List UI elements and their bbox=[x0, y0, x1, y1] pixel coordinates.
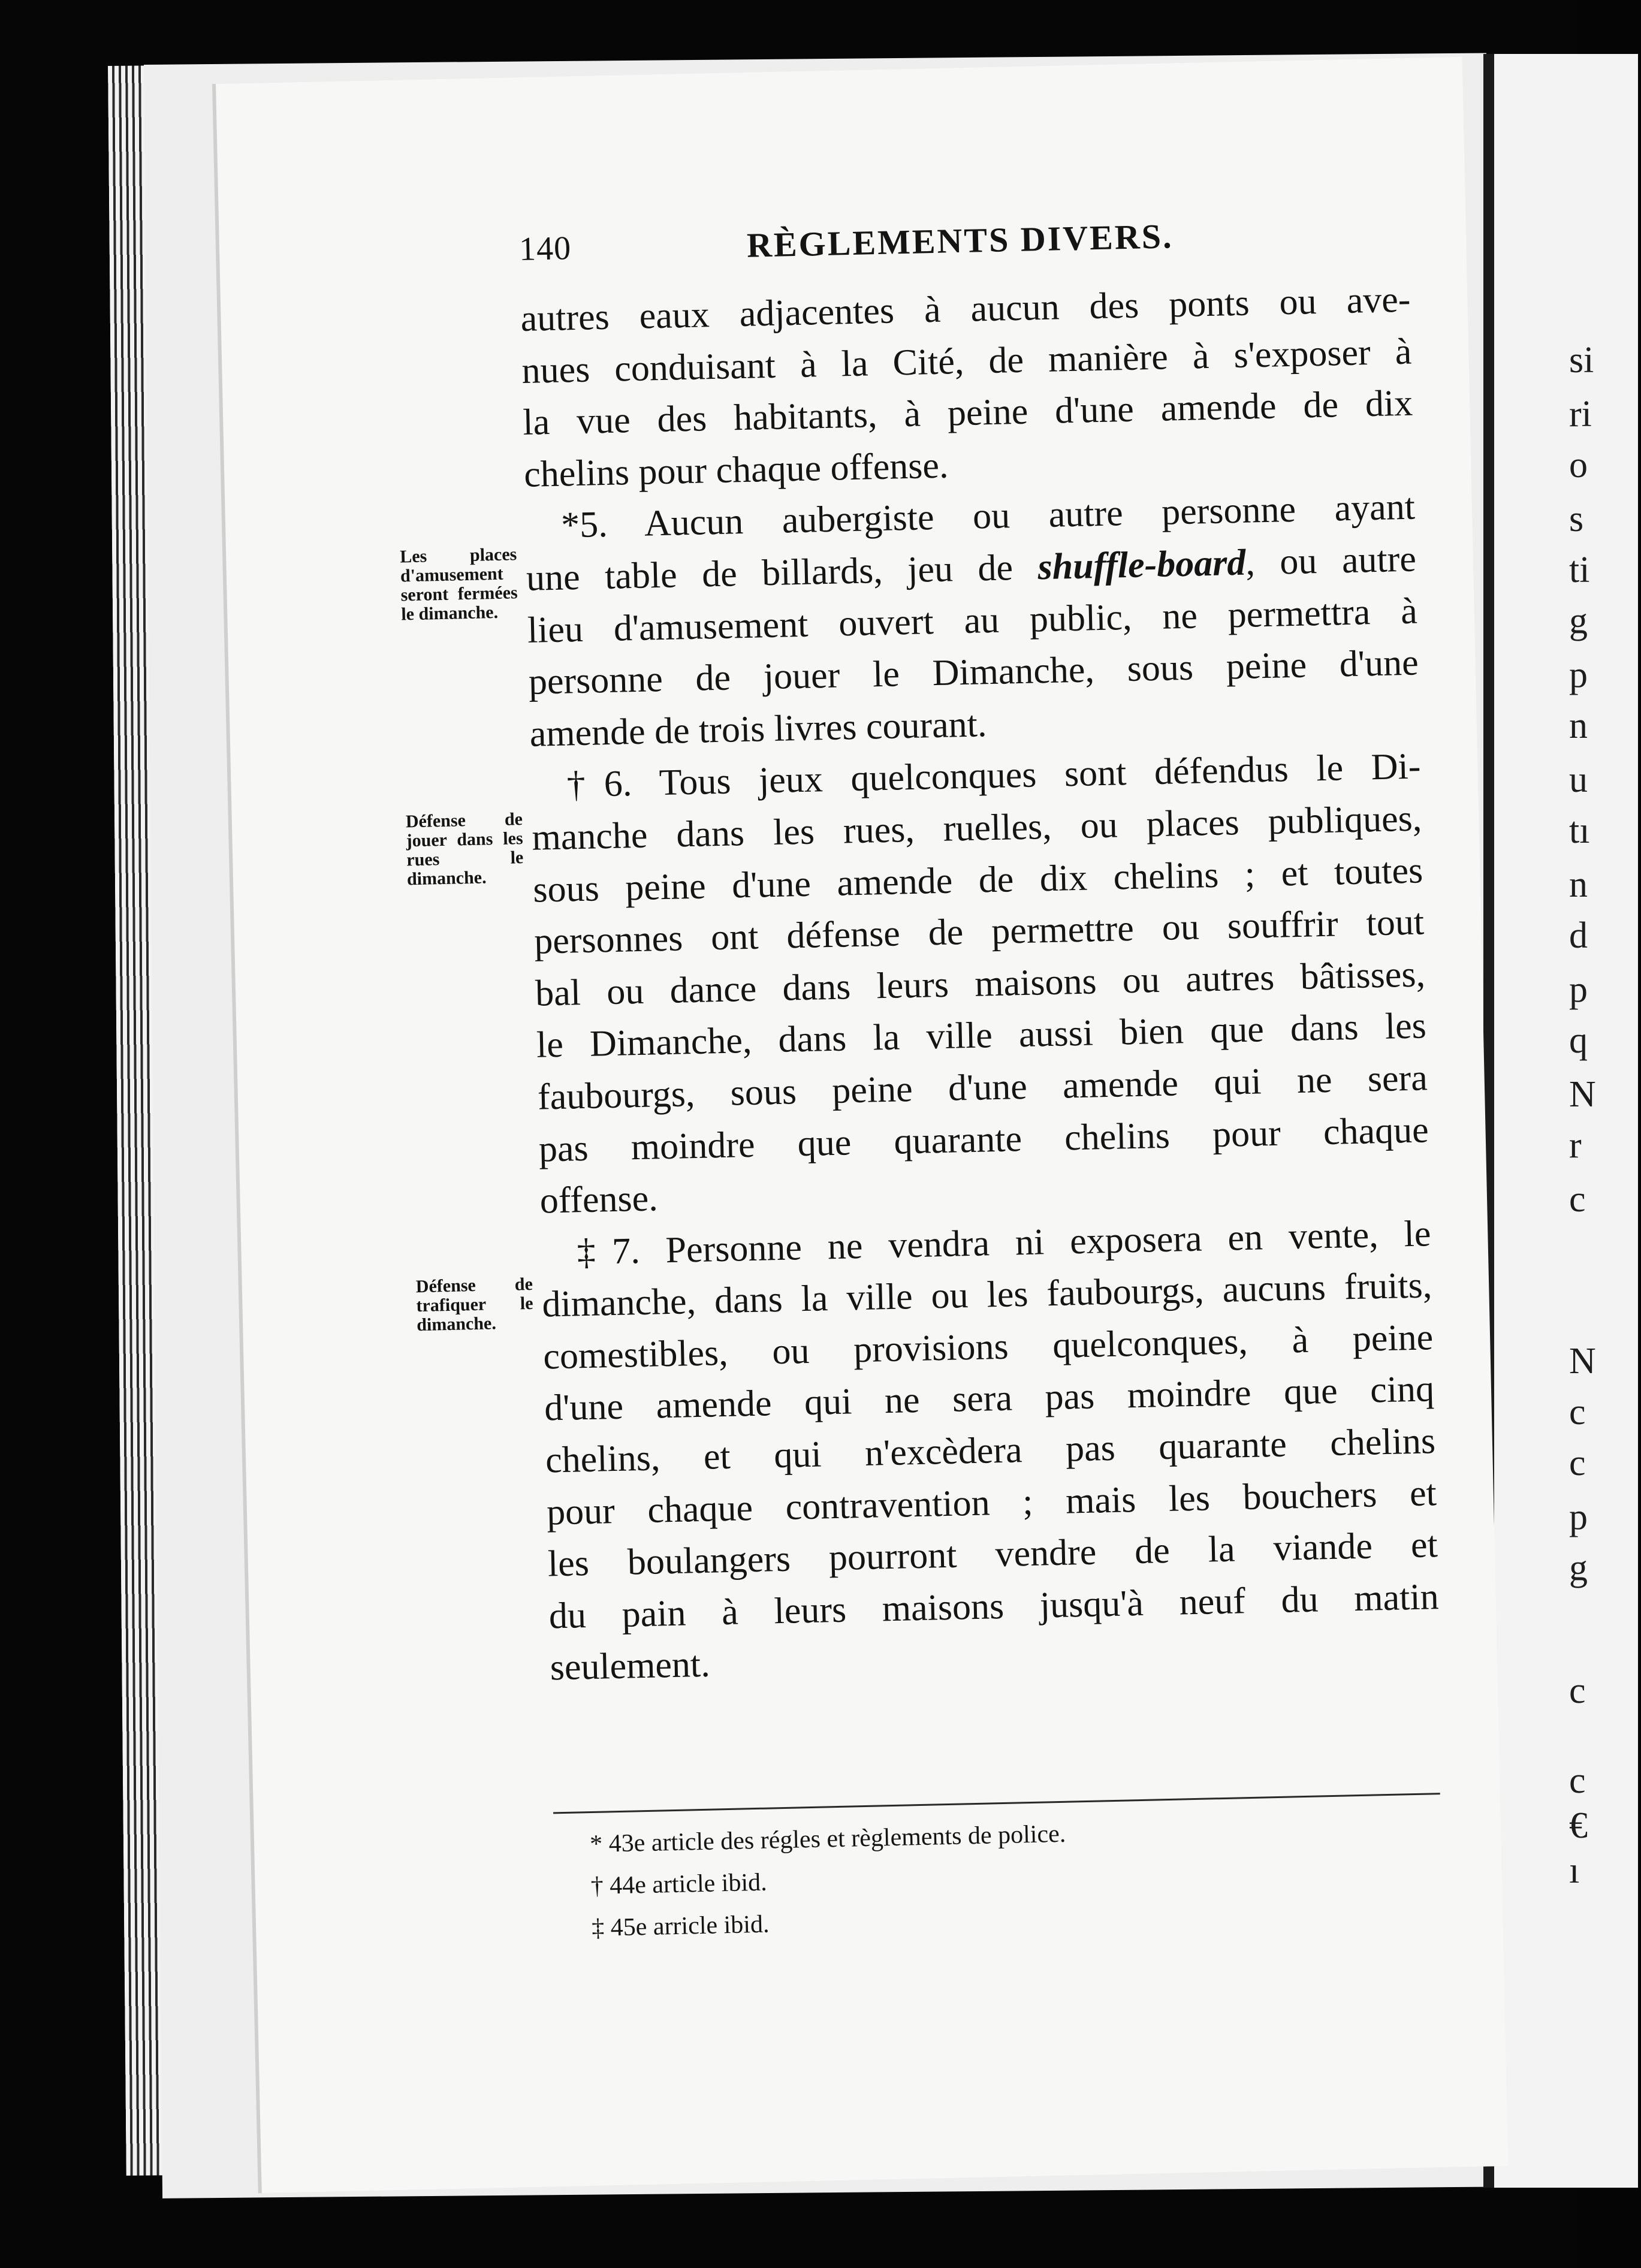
book-page bbox=[216, 57, 1508, 2194]
text-line: sous peine d'une amende de dix chelins ; et toutes bbox=[532, 849, 1423, 910]
facing-fragment: si bbox=[1569, 340, 1594, 381]
body-text bbox=[520, 274, 1441, 1694]
italic-term: shuffle-board bbox=[1037, 542, 1247, 588]
text-line: du pain à leurs maisons jusqu'à neuf du matin bbox=[548, 1576, 1440, 1637]
facing-fragment: N bbox=[1569, 1341, 1596, 1382]
facing-fragment: r bbox=[1569, 1125, 1582, 1166]
facing-fragment: tı bbox=[1569, 810, 1590, 851]
text-line: chelins pour chaque offense. bbox=[523, 445, 949, 495]
facing-fragment: p bbox=[1569, 655, 1588, 695]
facing-fragment: c bbox=[1569, 1179, 1586, 1220]
text-segment: , ou autre bbox=[1245, 538, 1417, 583]
footnotes bbox=[589, 1806, 1371, 1949]
text-line: offense. bbox=[539, 1178, 659, 1222]
text-line: †6. Tous jeux quelconques sont défendus le Di- bbox=[566, 746, 1422, 806]
facing-fragment: c bbox=[1569, 1443, 1586, 1483]
facing-fragment: N bbox=[1569, 1074, 1596, 1115]
facing-fragment: p bbox=[1569, 1497, 1588, 1537]
facing-fragment: ti bbox=[1569, 550, 1590, 590]
text-line: ‡7. Personne ne vendra ni exposera en vente, le bbox=[576, 1213, 1432, 1272]
facing-fragment: c bbox=[1569, 1392, 1586, 1432]
text-line: seulement. bbox=[550, 1644, 711, 1688]
facing-fragment: q bbox=[1569, 1020, 1588, 1061]
text-line: la vue des habitants, à peine d'une amende de dix bbox=[522, 382, 1413, 444]
text-line: faubourgs, sous peine d'une amende qui ne sera bbox=[537, 1057, 1428, 1118]
text-line: le Dimanche, dans la ville aussi bien que dans les bbox=[536, 1005, 1427, 1066]
facing-fragment: g bbox=[1569, 1548, 1588, 1588]
facing-fragment: c bbox=[1569, 1760, 1586, 1801]
facing-fragment: ri bbox=[1569, 394, 1592, 435]
footnote: ‡ 45e arricle ibid. bbox=[591, 1910, 770, 1943]
text-line: personne de jouer le Dimanche, sous peine d'une bbox=[528, 642, 1419, 703]
text-line: pas moindre que quarante chelins pour chaque bbox=[538, 1109, 1429, 1170]
facing-fragment: n bbox=[1569, 864, 1588, 905]
text-line: d'une amende qui ne sera pas moindre que cinq bbox=[544, 1368, 1435, 1429]
text-segment: une table de billards, jeu de bbox=[526, 547, 1013, 599]
facing-fragment: s bbox=[1569, 499, 1584, 539]
text-line: autres eaux adjacentes à aucun des ponts ou ave- bbox=[520, 279, 1411, 339]
margin-note: Défense de jouer dans les rues le dimanche. bbox=[405, 809, 524, 889]
facing-fragment: u bbox=[1569, 759, 1588, 800]
text-line: chelins, et qui n'excèdera pas quarante chelins bbox=[545, 1420, 1436, 1481]
footnote: * 43e article des régles et règlements de police. bbox=[589, 1820, 1066, 1859]
text-line: bal ou dance dans leurs maisons ou autres bâtisses, bbox=[535, 954, 1426, 1014]
margin-note: Défense de trafiquer le dimanche. bbox=[415, 1274, 533, 1335]
facing-fragment: n bbox=[1569, 705, 1588, 746]
text-line: lieu d'amusement ouvert au public, ne permettra à bbox=[527, 590, 1418, 651]
text-line: pour chaque contravention ; mais les bouchers et bbox=[546, 1472, 1437, 1533]
text-line: nues conduisant à la Cité, de manière à s'exposer à bbox=[521, 331, 1412, 391]
facing-fragment: d bbox=[1569, 915, 1588, 956]
facing-fragment: p bbox=[1569, 969, 1588, 1010]
facing-fragment: g bbox=[1569, 601, 1588, 641]
text-line: comestibles, ou provisions quelconques, à peine bbox=[542, 1317, 1434, 1377]
text-line: dimanche, dans la ville ou les faubourgs, aucuns fruits, bbox=[541, 1265, 1432, 1325]
text-line: les boulangers pourront vendre de la viande et bbox=[547, 1524, 1438, 1585]
facing-page bbox=[1483, 54, 1638, 2188]
page-header bbox=[518, 210, 1430, 278]
footnote: † 44e article ibid. bbox=[590, 1868, 768, 1901]
text-line: personnes ont défense de permettre ou souffrir tout bbox=[533, 901, 1425, 962]
facing-fragment: ı bbox=[1569, 1850, 1580, 1891]
facing-fragment: c bbox=[1569, 1670, 1586, 1711]
page-number: 140 bbox=[518, 230, 572, 269]
text-line: manche dans les rues, ruelles, ou places publiques, bbox=[531, 798, 1422, 858]
running-title: RÈGLEMENTS DIVERS. bbox=[746, 216, 1174, 265]
facing-fragment: o bbox=[1569, 445, 1588, 485]
facing-fragment: € bbox=[1569, 1805, 1588, 1846]
text-line: amende de trois livres courant. bbox=[529, 703, 988, 755]
margin-note: Les places d'amusement seront fermées le dimanche. bbox=[399, 544, 518, 625]
text-line: *5. Aucun aubergiste ou autre personne ayant bbox=[560, 486, 1416, 546]
